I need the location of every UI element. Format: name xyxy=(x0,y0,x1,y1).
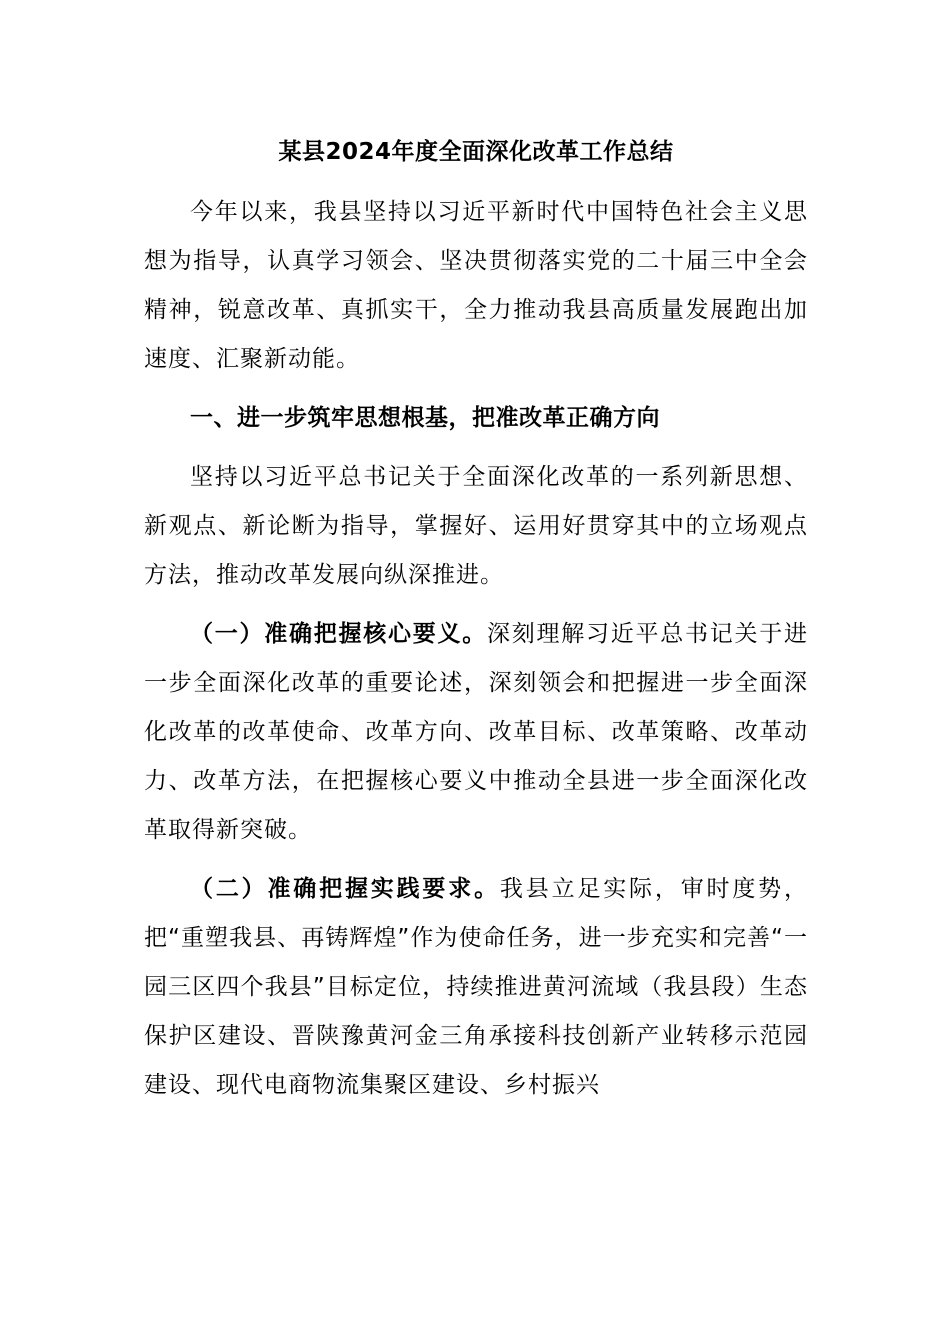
section-1-item-2 xyxy=(144,865,808,1110)
document-title: 某县2024年度全面深化改革工作总结 xyxy=(278,139,674,165)
document-body xyxy=(144,128,808,1120)
item-2-lead: （二）准确把握实践要求。 xyxy=(190,876,500,902)
intro-paragraph: 今年以来，我县坚持以习近平新时代中国特色社会主义思想为指导，认真学习领会、坚决贯彻落实党的二十届三中全会精神，锐意改革、真抓实干，全力推动我县高质量发展跑出加速度、汇聚新动能。 xyxy=(144,199,808,372)
item-1-text: 深刻理解习近平总书记关于进一步全面深化改革的重要论述，深刻领会和把握进一步全面深化改革的改革使命、改革方向、改革目标、改革策略、改革动力、改革方法，在把握核心要义中推动全县进一步全面深化改革取得新突破。 xyxy=(144,621,808,843)
section-1-paragraph: 坚持以习近平总书记关于全面深化改革的一系列新思想、新观点、新论断为指导，掌握好、运用好贯穿其中的立场观点方法，推动改革发展向纵深推进。 xyxy=(144,464,808,588)
section-1-item-1 xyxy=(144,610,808,855)
item-2-text: 我县立足实际，审时度势，把“重塑我县、再铸辉煌”作为使命任务，进一步充实和完善“一园三区四个我县”目标定位，持续推进黄河流域（我县段）生态保护区建设、晋陕豫黄河金三角承接科技创新产业转移示范园建设、现代电商物流集聚区建设、乡村振兴 xyxy=(144,876,809,1098)
item-1-lead: （一）准确把握核心要义。 xyxy=(190,621,487,647)
section-heading-1: 一、进一步筑牢思想根基，把准改革正确方向 xyxy=(190,405,660,431)
